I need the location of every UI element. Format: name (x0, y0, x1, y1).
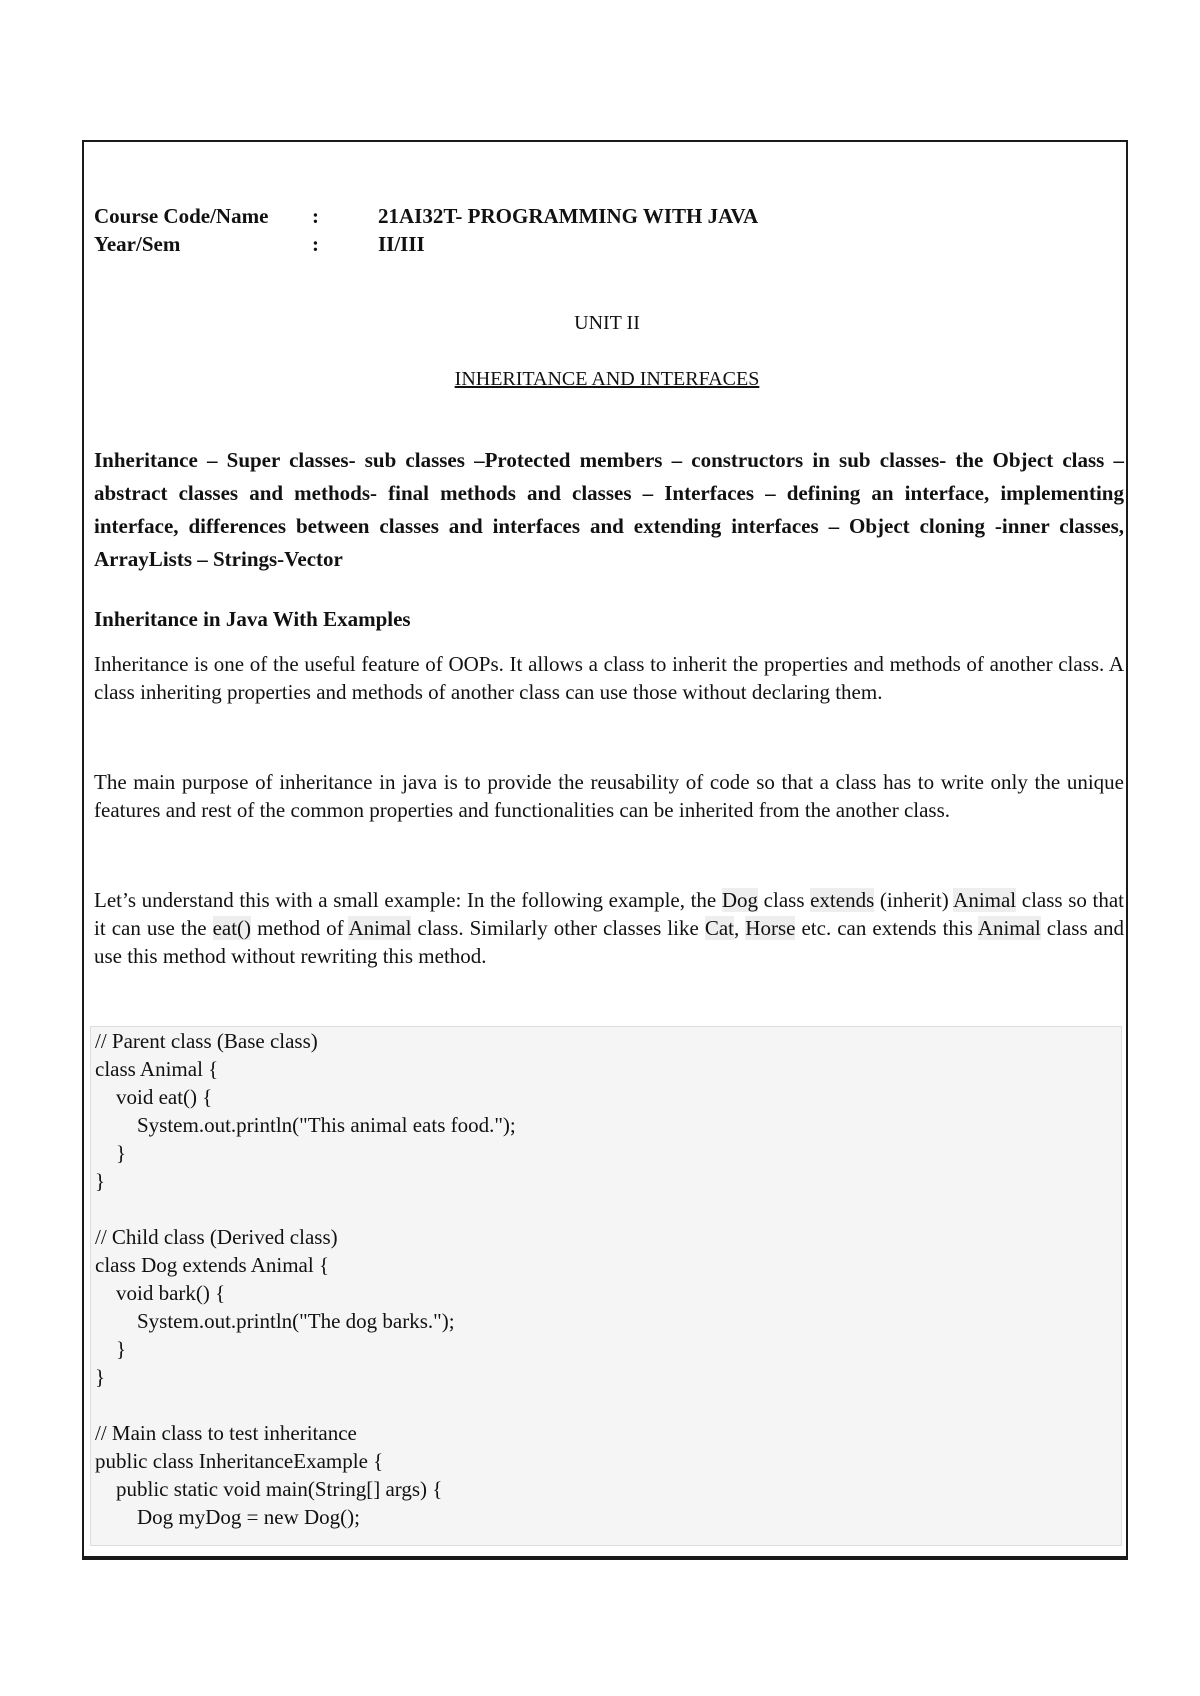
inline-code: extends (810, 888, 875, 912)
code-line: class Animal { (95, 1057, 219, 1081)
paragraph-intro: Inheritance is one of the useful feature of OOPs. It allows a class to inherit the properties and methods of another class. A class inheriting properties and methods of another class can use those without declaring them. (94, 652, 1124, 704)
code-line: } (95, 1141, 127, 1165)
text-run: class and use this method without rewriting this method. (94, 916, 1124, 968)
text-run: , (734, 916, 746, 940)
year-label: Year/Sem (94, 232, 181, 256)
course-colon: : (312, 204, 319, 228)
code-line: // Main class to test inheritance (95, 1421, 357, 1445)
text-run: (inherit) (874, 888, 954, 912)
inline-code: Dog (721, 888, 759, 912)
inline-code: Animal (953, 888, 1017, 912)
text-run: class (758, 888, 811, 912)
code-line: System.out.println("The dog barks."); (95, 1309, 455, 1333)
year-row (94, 230, 758, 258)
unit-title: INHERITANCE AND INTERFACES (454, 368, 760, 390)
inline-code: Horse (745, 916, 796, 940)
year-colon: : (312, 232, 319, 256)
text-run: Let’s understand this with a small example: In the following example, the (94, 888, 722, 912)
code-line: // Parent class (Base class) (95, 1029, 318, 1053)
inline-code: eat() (212, 916, 252, 940)
text-run: etc. can extends this (795, 916, 978, 940)
text-run: class. Similarly other classes like (411, 916, 705, 940)
course-header (94, 202, 758, 258)
code-line: void eat() { (95, 1085, 213, 1109)
inline-code: Animal (348, 916, 412, 940)
code-line: class Dog extends Animal { (95, 1253, 330, 1277)
code-line: public static void main(String[] args) { (95, 1477, 443, 1501)
syllabus-topics: Inheritance – Super classes- sub classes –Protected members – constructors in sub classes- the Object class – abstract classes and methods- final methods and classes – Interfaces – defining an interface, implementing interface, differences between classes and interfaces and extending interfaces – Object cloning -inner classes, ArrayLists – Strings-Vector (94, 448, 1124, 571)
course-row (94, 202, 758, 230)
code-line: // Child class (Derived class) (95, 1225, 338, 1249)
code-line: System.out.println("This animal eats food."); (95, 1113, 516, 1137)
code-line: public class InheritanceExample { (95, 1449, 384, 1473)
section-heading: Inheritance in Java With Examples (94, 607, 411, 631)
unit-number: UNIT II (574, 312, 640, 334)
code-line: void bark() { (95, 1281, 226, 1305)
paragraph-purpose: The main purpose of inheritance in java is to provide the reusability of code so that a class has to write only the unique features and rest of the common properties and functionalities can be inherited from the another class. (94, 770, 1124, 822)
code-line (91, 1195, 1121, 1223)
inline-code: Cat (704, 916, 734, 940)
text-run: class so that it can use the (94, 888, 1124, 940)
code-line (91, 1391, 1121, 1419)
course-value: 21AI32T- PROGRAMMING WITH JAVA (378, 204, 759, 228)
page-frame (82, 140, 1128, 1558)
year-value: II/III (378, 232, 425, 256)
code-line: Dog myDog = new Dog(); (95, 1505, 360, 1529)
code-line: } (95, 1169, 106, 1193)
code-line: } (95, 1337, 127, 1361)
text-run: method of (251, 916, 349, 940)
code-block (90, 1026, 1122, 1546)
code-line: } (95, 1365, 106, 1389)
inline-code: Animal (977, 916, 1041, 940)
paragraph-example (94, 886, 1124, 970)
course-label: Course Code/Name (94, 204, 269, 228)
